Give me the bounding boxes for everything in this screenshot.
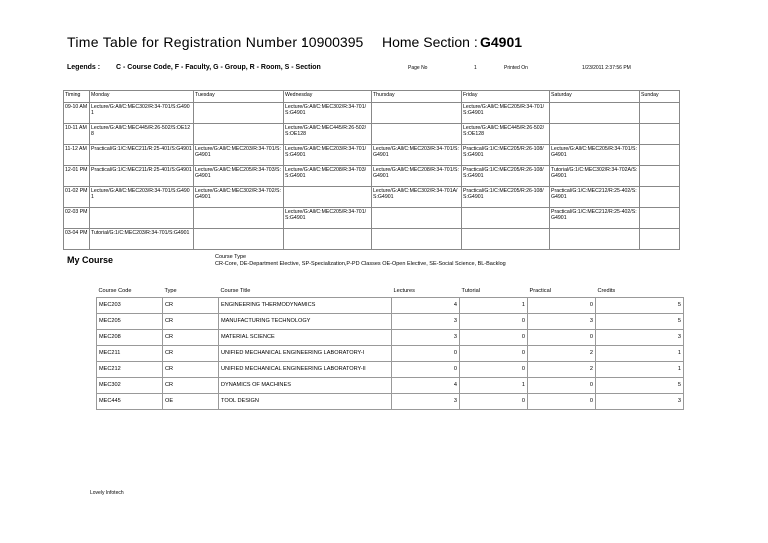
timetable <box>63 90 680 250</box>
course-cell: MEC205 <box>97 314 163 330</box>
course-header-row <box>97 285 684 298</box>
timetable-slot-cell <box>640 103 680 124</box>
course-header-cell: Credits <box>596 285 684 298</box>
timetable-slot-cell: Lecture/G:All/C:MEC205/R:34-701/S:G4901 <box>284 208 372 229</box>
course-cell: 3 <box>392 314 460 330</box>
course-cell: MEC208 <box>97 330 163 346</box>
course-cell: 4 <box>392 378 460 394</box>
course-cell: TOOL DESIGN <box>219 394 392 410</box>
timetable-slot-cell <box>640 187 680 208</box>
course-cell: MEC203 <box>97 298 163 314</box>
course-row <box>97 394 684 410</box>
course-row <box>97 346 684 362</box>
course-row <box>97 314 684 330</box>
course-cell: 0 <box>460 362 528 378</box>
timetable-slot-cell: Lecture/G:All/C:MEC203/R:34-701/S:G4901 <box>372 145 462 166</box>
timetable-header-cell: Saturday <box>550 91 640 103</box>
course-cell: 0 <box>460 394 528 410</box>
course-type-legend: CR-Core, DE-Department Elective, SP-Specialization,P-PD Classes OE-Open Elective, SE-Social Science, BL-Backlog <box>215 261 506 267</box>
timetable-slot-cell <box>550 124 640 145</box>
timetable-slot-cell: Lecture/G:All/C:MEC302/R:34-702/S:G4901 <box>194 187 284 208</box>
timetable-row <box>64 229 680 250</box>
timetable-slot-cell: Lecture/G:All/C:MEC208/R:34-703/S:G4901 <box>284 166 372 187</box>
course-cell: 0 <box>460 346 528 362</box>
timetable-slot-cell: Practical/G:1/C:MEC205/R:26-108/S:G4901 <box>462 166 550 187</box>
timetable-timing-cell: 11-12 AM <box>64 145 90 166</box>
course-header-cell: Course Title <box>219 285 392 298</box>
course-cell: MATERIAL SCIENCE <box>219 330 392 346</box>
timetable-slot-cell: Lecture/G:All/C:MEC205/R:34-701/S:G4901 <box>462 103 550 124</box>
course-cell: 1 <box>596 346 684 362</box>
timetable-header-cell: Tuesday <box>194 91 284 103</box>
timetable-slot-cell <box>194 229 284 250</box>
course-cell: 5 <box>596 314 684 330</box>
course-cell: 1 <box>460 378 528 394</box>
timetable-slot-cell: Practical/G:1/C:MEC212/R:25-402/S:G4901 <box>550 187 640 208</box>
printed-on-label: Printed On <box>504 65 528 71</box>
timetable-header-cell: Timing <box>64 91 90 103</box>
timetable-slot-cell: Lecture/G:All/C:MEC203/R:34-701/S:G4901 <box>90 187 194 208</box>
course-cell: 0 <box>528 394 596 410</box>
timetable-header-cell: Monday <box>90 91 194 103</box>
timetable-slot-cell: Practical/G:1/C:MEC205/R:26-108/S:G4901 <box>462 145 550 166</box>
registration-number: 10900395 <box>301 34 364 50</box>
timetable-row <box>64 166 680 187</box>
course-cell: 1 <box>460 298 528 314</box>
course-header-cell: Tutorial <box>460 285 528 298</box>
timetable-slot-cell <box>194 103 284 124</box>
home-section-value: G4901 <box>480 34 523 50</box>
course-cell: CR <box>163 298 219 314</box>
course-header-cell: Lectures <box>392 285 460 298</box>
page-title: Time Table for Registration Number : <box>67 34 306 50</box>
timetable-slot-cell <box>462 229 550 250</box>
timetable-timing-cell: 10-11 AM <box>64 124 90 145</box>
timetable-row <box>64 103 680 124</box>
course-cell: 2 <box>528 362 596 378</box>
course-header-cell: Practical <box>528 285 596 298</box>
timetable-slot-cell: Lecture/G:All/C:MEC205/R:34-703/S:G4901 <box>194 166 284 187</box>
timetable-timing-cell: 01-02 PM <box>64 187 90 208</box>
timetable-row <box>64 145 680 166</box>
course-cell: 3 <box>392 394 460 410</box>
timetable-slot-cell: Lecture/G:All/C:MEC302/R:34-701/S:G4901 <box>90 103 194 124</box>
course-cell: 1 <box>596 362 684 378</box>
timetable-slot-cell: Lecture/G:All/C:MEC302/R:34-701A/S:G4901 <box>372 187 462 208</box>
course-cell: 0 <box>460 330 528 346</box>
course-cell: CR <box>163 330 219 346</box>
timetable-slot-cell <box>640 145 680 166</box>
timetable-slot-cell: Lecture/G:All/C:MEC208/R:34-701/S:G4901 <box>372 166 462 187</box>
timetable-timing-cell: 12-01 PM <box>64 166 90 187</box>
timetable-slot-cell <box>90 208 194 229</box>
course-cell: CR <box>163 362 219 378</box>
course-cell: 5 <box>596 378 684 394</box>
course-header-cell: Course Code <box>97 285 163 298</box>
course-cell: CR <box>163 346 219 362</box>
timetable-slot-cell <box>194 124 284 145</box>
course-row <box>97 378 684 394</box>
page-no-value: 1 <box>474 65 477 71</box>
timetable-timing-cell: 03-04 PM <box>64 229 90 250</box>
course-cell: 0 <box>528 330 596 346</box>
timetable-slot-cell: Practical/G:1/C:MEC211/R:25-401/S:G4901 <box>90 166 194 187</box>
timetable-slot-cell: Tutorial/G:1/C:MEC203/R:34-701/S:G4901 <box>90 229 194 250</box>
timetable-header-cell: Sunday <box>640 91 680 103</box>
timetable-slot-cell: Lecture/G:All/C:MEC203/R:34-701/S:G4901 <box>284 145 372 166</box>
course-cell: OE <box>163 394 219 410</box>
course-cell: CR <box>163 314 219 330</box>
course-cell: MEC211 <box>97 346 163 362</box>
course-cell: 3 <box>596 394 684 410</box>
page-no-label: Page No <box>408 65 428 71</box>
timetable-slot-cell: Practical/G:1/C:MEC212/R:25-402/S:G4901 <box>550 208 640 229</box>
course-cell: 0 <box>528 378 596 394</box>
course-cell: UNIFIED MECHANICAL ENGINEERING LABORATORY-II <box>219 362 392 378</box>
course-cell: 3 <box>392 330 460 346</box>
footer-text: Lovely Infotech <box>90 490 124 496</box>
course-cell: 0 <box>392 362 460 378</box>
timetable-slot-cell <box>284 187 372 208</box>
timetable-row <box>64 208 680 229</box>
timetable-row <box>64 187 680 208</box>
course-cell: 3 <box>596 330 684 346</box>
timetable-slot-cell <box>372 229 462 250</box>
course-row <box>97 298 684 314</box>
timetable-slot-cell: Practical/G:1/C:MEC205/R:26-108/S:G4901 <box>462 187 550 208</box>
timetable-slot-cell <box>372 208 462 229</box>
timetable-slot-cell <box>372 103 462 124</box>
legends-text: C - Course Code, F - Faculty, G - Group, R - Room, S - Section <box>116 64 321 71</box>
course-cell: 0 <box>460 314 528 330</box>
timetable-slot-cell <box>640 229 680 250</box>
course-header-cell: Type <box>163 285 219 298</box>
timetable-slot-cell: Lecture/G:All/C:MEC445/R:26-502/S:OE128 <box>284 124 372 145</box>
timetable-slot-cell <box>550 229 640 250</box>
course-cell: 2 <box>528 346 596 362</box>
timetable-timing-cell: 02-03 PM <box>64 208 90 229</box>
my-course-heading: My Course <box>67 255 114 265</box>
timetable-slot-cell: Lecture/G:All/C:MEC302/R:34-701/S:G4901 <box>284 103 372 124</box>
timetable-slot-cell: Practical/G:1/C:MEC211/R:25-401/S:G4901 <box>90 145 194 166</box>
course-cell: 5 <box>596 298 684 314</box>
timetable-slot-cell <box>640 166 680 187</box>
course-type-label: Course Type <box>215 254 247 260</box>
course-cell: CR <box>163 378 219 394</box>
timetable-slot-cell <box>640 208 680 229</box>
timetable-slot-cell <box>372 124 462 145</box>
course-cell: 3 <box>528 314 596 330</box>
timetable-header-row <box>64 91 680 103</box>
timetable-header-cell: Thursday <box>372 91 462 103</box>
legends-label: Legends : <box>67 64 101 71</box>
course-cell: MANUFACTURING TECHNOLOGY <box>219 314 392 330</box>
timetable-timing-cell: 09-10 AM <box>64 103 90 124</box>
home-section-label: Home Section : <box>382 34 478 50</box>
course-cell: 4 <box>392 298 460 314</box>
printed-on-value: 1/23/2011 2:37:56 PM <box>582 65 631 71</box>
timetable-slot-cell <box>462 208 550 229</box>
course-cell: UNIFIED MECHANICAL ENGINEERING LABORATORY-I <box>219 346 392 362</box>
timetable-slot-cell: Lecture/G:All/C:MEC203/R:34-701/S:G4901 <box>194 145 284 166</box>
course-cell: DYNAMICS OF MACHINES <box>219 378 392 394</box>
timetable-slot-cell: Lecture/G:All/C:MEC445/R:26-502/S:OE128 <box>462 124 550 145</box>
timetable-slot-cell: Tutorial/G:1/C:MEC302/R:34-702A/S:G4901 <box>550 166 640 187</box>
course-cell: 0 <box>528 298 596 314</box>
timetable-slot-cell <box>640 124 680 145</box>
timetable-slot-cell <box>194 208 284 229</box>
course-table <box>96 285 684 410</box>
timetable-slot-cell: Lecture/G:All/C:MEC445/R:26-502/S:OE128 <box>90 124 194 145</box>
course-cell: 0 <box>392 346 460 362</box>
course-cell: MEC302 <box>97 378 163 394</box>
course-cell: MEC212 <box>97 362 163 378</box>
timetable-row <box>64 124 680 145</box>
timetable-slot-cell <box>284 229 372 250</box>
timetable-header-cell: Friday <box>462 91 550 103</box>
course-row <box>97 362 684 378</box>
timetable-slot-cell <box>550 103 640 124</box>
course-cell: ENGINEERING THERMODYNAMICS <box>219 298 392 314</box>
course-row <box>97 330 684 346</box>
timetable-header-cell: Wednesday <box>284 91 372 103</box>
course-cell: MEC445 <box>97 394 163 410</box>
timetable-slot-cell: Lecture/G:All/C:MEC205/R:34-701/S:G4901 <box>550 145 640 166</box>
